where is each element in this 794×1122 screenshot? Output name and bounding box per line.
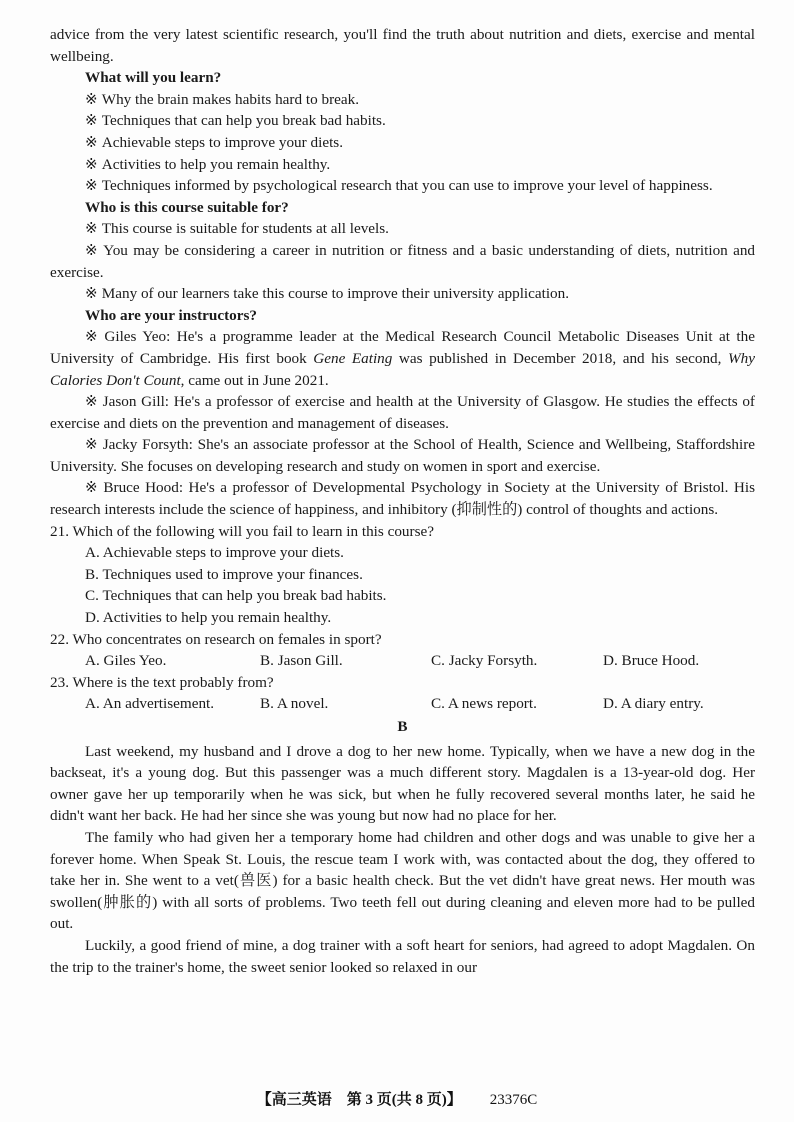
instructor-bruce: ※ Bruce Hood: He's a professor of Developmental Psychology in Society at the University of Bristol. His research interests include the science of happiness, and inhibitory (抑制性的) control of thoughts and actions. (50, 479, 755, 519)
bullet-mark: ※ (85, 155, 98, 173)
question-21-option[interactable]: B. Techniques used to improve your finances. (85, 565, 363, 583)
bullet-mark: ※ (85, 177, 98, 195)
question-22-option[interactable]: D. Bruce Hood. (603, 652, 700, 670)
passage-paragraph: Last weekend, my husband and I drove a dog to her new home. Typically, when we have a new dog in the backseat, it's a young dog. But this passenger was a much different story. Magdalen is a 13-year-old dog. Her owner gave her up temporarily when he was sick, but when he fully recovered several months later, he said he didn't want her back. He had her since she was young but now had no place for her. (50, 742, 755, 825)
learn-heading: What will you learn? (85, 69, 222, 87)
question-22-option[interactable]: B. Jason Gill. (260, 652, 343, 670)
question-23-options (50, 693, 755, 715)
bullet-mark: ※ (85, 90, 98, 108)
page-footer (0, 1090, 794, 1112)
question-22-option[interactable]: C. Jacky Forsyth. (431, 652, 538, 670)
bullet-mark: ※ (85, 285, 98, 303)
book-title: Why Calories Don't Count (50, 349, 755, 389)
suitable-item: ※ This course is suitable for students at all levels. (85, 220, 389, 238)
question-21-option[interactable]: C. Techniques that can help you break bad habits. (85, 587, 387, 605)
bullet-mark: ※ (85, 220, 98, 238)
question-23-option[interactable]: B. A novel. (260, 695, 329, 713)
question-23-option[interactable]: D. A diary entry. (603, 695, 704, 713)
intro-tail: advice from the very latest scientific research, you'll find the truth about nutrition and diets, exercise and mental wellbeing. (50, 26, 755, 65)
instructor-jason: ※ Jason Gill: He's a professor of exercise and health at the University of Glasgow. He studies the effects of exercise and diets on the prevention and management of diseases. (50, 393, 755, 432)
bullet-mark: ※ (85, 133, 98, 151)
instructors-heading: Who are your instructors? (85, 306, 257, 324)
section-b-label: B (397, 718, 408, 735)
passage-paragraph: The family who had given her a temporary home had children and other dogs and was unable to give her a forever home. When Speak St. Louis, the rescue team I work with, was contacted about the dog, they offered to take her in. She went to a vet(兽医) for a basic health check. But the vet didn't have great news. Her mouth was swollen(肿胀的) with all sorts of problems. Two teeth fell out during cleaning and eleven more had to be pulled out. (50, 828, 755, 933)
paper-code: 23376C (489, 1092, 538, 1108)
question-21-option[interactable]: A. Achievable steps to improve your diets. (85, 544, 344, 562)
learn-item: ※ Activities to help you remain healthy. (85, 155, 331, 173)
bullet-mark: ※ (85, 436, 99, 454)
bullet-mark: ※ (85, 393, 99, 411)
bullet-mark: ※ (85, 241, 100, 259)
bullet-mark: ※ (85, 112, 98, 130)
question-23-option[interactable]: C. A news report. (431, 695, 537, 713)
learn-item: ※ Achievable steps to improve your diets. (85, 133, 343, 151)
question-22-options (50, 650, 755, 672)
learn-item: ※ Techniques informed by psychological research that you can use to improve your level of happiness. (85, 177, 713, 195)
instructor-giles: ※ Giles Yeo: He's a programme leader at the Medical Research Council Metabolic Diseases Unit at the University of Cambridge. His first book Gene Eating was published in December 2018, and his second, Why Calories Don't Count, came out in June 2021. (50, 328, 755, 389)
suitable-heading: Who is this course suitable for? (85, 198, 289, 216)
question-21-option[interactable]: D. Activities to help you remain healthy. (85, 609, 332, 627)
instructor-jacky: ※ Jacky Forsyth: She's an associate professor at the School of Health, Science and Wellbeing, Staffordshire University. She focuses on developing research and study on women in sport and exercise. (50, 436, 755, 475)
book-title: Gene Eating (313, 349, 393, 367)
question-22-option[interactable]: A. Giles Yeo. (85, 652, 167, 670)
passage-paragraph: Luckily, a good friend of mine, a dog trainer with a soft heart for seniors, had agreed to adopt Magdalen. On the trip to the trainer's home, the sweet senior looked so relaxed in our (50, 936, 755, 976)
page-content (50, 24, 755, 978)
question-21-stem: 21. Which of the following will you fail to learn in this course? (50, 522, 434, 540)
question-23-option[interactable]: A. An advertisement. (85, 695, 215, 713)
question-23-stem: 23. Where is the text probably from? (50, 673, 274, 691)
suitable-item: ※ Many of our learners take this course to improve their university application. (85, 285, 570, 303)
bullet-mark: ※ (85, 328, 101, 346)
question-22-stem: 22. Who concentrates on research on females in sport? (50, 630, 382, 648)
suitable-item: ※ You may be considering a career in nutrition or fitness and a basic understanding of diets, nutrition and exercise. (50, 241, 756, 281)
learn-item: ※ Why the brain makes habits hard to break. (85, 90, 359, 108)
footer-title: 【高三英语 第 3 页(共 8 页)】 (256, 1092, 462, 1108)
learn-item: ※ Techniques that can help you break bad habits. (85, 112, 386, 130)
bullet-mark: ※ (85, 479, 100, 497)
